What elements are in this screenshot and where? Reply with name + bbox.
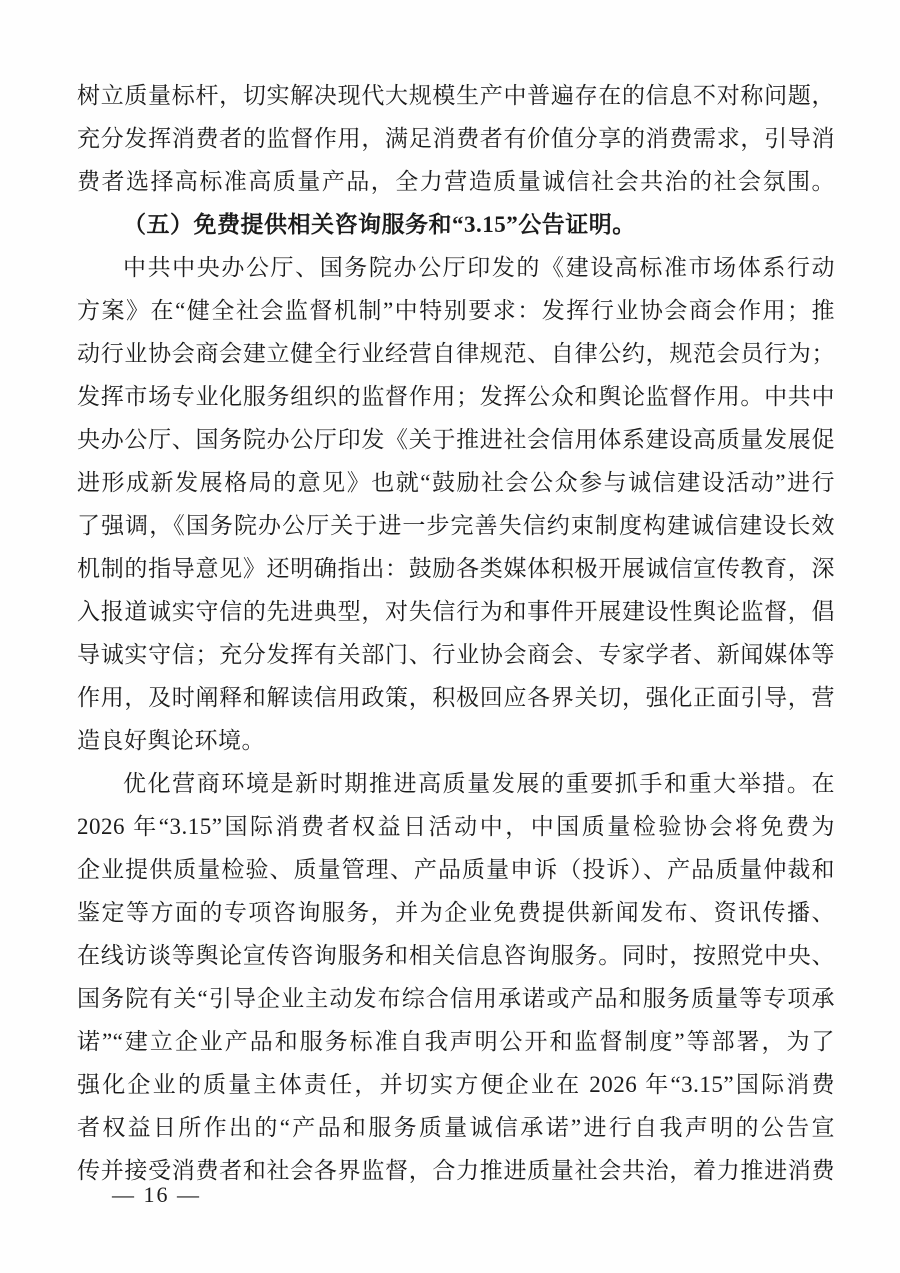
text-line: 动行业协会商会建立健全行业经营自律规范、自律公约，规范会员行为；	[77, 341, 835, 366]
text-line: 企业提供质量检验、质量管理、产品质量申诉（投诉）、产品质量仲裁和	[77, 857, 835, 882]
text-line: 造良好舆论环境。	[77, 728, 265, 753]
text-line: 诺”“建立企业产品和服务标准自我声明公开和监督制度”等部署，为了	[77, 1029, 835, 1054]
text-line: 优化营商环境是新时期推进高质量发展的重要抓手和重大举措。在	[123, 771, 835, 796]
page-number: — 16 —	[112, 1182, 201, 1207]
text-line: 鉴定等方面的专项咨询服务，并为企业免费提供新闻发布、资讯传播、	[77, 900, 835, 925]
text-line: 作用，及时阐释和解读信用政策，积极回应各界关切，强化正面引导，营	[77, 685, 835, 710]
text-line: 费者选择高标准高质量产品，全力营造质量诚信社会共治的社会氛围。	[77, 169, 835, 194]
text-line: 方案》在“健全社会监督机制”中特别要求：发挥行业协会商会作用；推	[77, 298, 835, 323]
text-line: 在线访谈等舆论宣传咨询服务和相关信息咨询服务。同时，按照党中央、	[77, 943, 835, 968]
text-line: 充分发挥消费者的监督作用，满足消费者有价值分享的消费需求，引导消	[77, 126, 835, 151]
text-line: 2026 年“3.15”国际消费者权益日活动中，中国质量检验协会将免费为	[77, 814, 835, 839]
text-line: 树立质量标杆，切实解决现代大规模生产中普遍存在的信息不对称问题，	[77, 83, 835, 108]
section-heading-line: （五）免费提供相关咨询服务和“3.15”公告证明。	[123, 212, 636, 237]
text-line: 央办公厅、国务院办公厅印发《关于推进社会信用体系建设高质量发展促	[77, 427, 835, 452]
page-footer	[112, 1182, 201, 1208]
text-line: 传并接受消费者和社会各界监督，合力推进质量社会共治，着力推进消费	[77, 1158, 835, 1183]
text-line: 强化企业的质量主体责任，并切实方便企业在 2026 年“3.15”国际消费	[77, 1072, 835, 1097]
text-line: 入报道诚实守信的先进典型，对失信行为和事件开展建设性舆论监督，倡	[77, 599, 835, 624]
text-line: 机制的指导意见》还明确指出：鼓励各类媒体积极开展诚信宣传教育，深	[77, 556, 835, 581]
text-line: 发挥市场专业化服务组织的监督作用；发挥公众和舆论监督作用。中共中	[77, 384, 835, 409]
text-line: 了强调，《国务院办公厅关于进一步完善失信约束制度构建诚信建设长效	[77, 513, 835, 538]
document-lines	[77, 74, 835, 1192]
text-line: 国务院有关“引导企业主动发布综合信用承诺或产品和服务质量等专项承	[77, 986, 835, 1011]
text-line: 进形成新发展格局的意见》也就“鼓励社会公众参与诚信建设活动”进行	[77, 470, 835, 495]
text-line: 导诚实守信；充分发挥有关部门、行业协会商会、专家学者、新闻媒体等	[77, 642, 835, 667]
text-line: 者权益日所作出的“产品和服务质量诚信承诺”进行自我声明的公告宣	[77, 1115, 835, 1140]
text-line: 中共中央办公厅、国务院办公厅印发的《建设高标准市场体系行动	[123, 255, 835, 280]
